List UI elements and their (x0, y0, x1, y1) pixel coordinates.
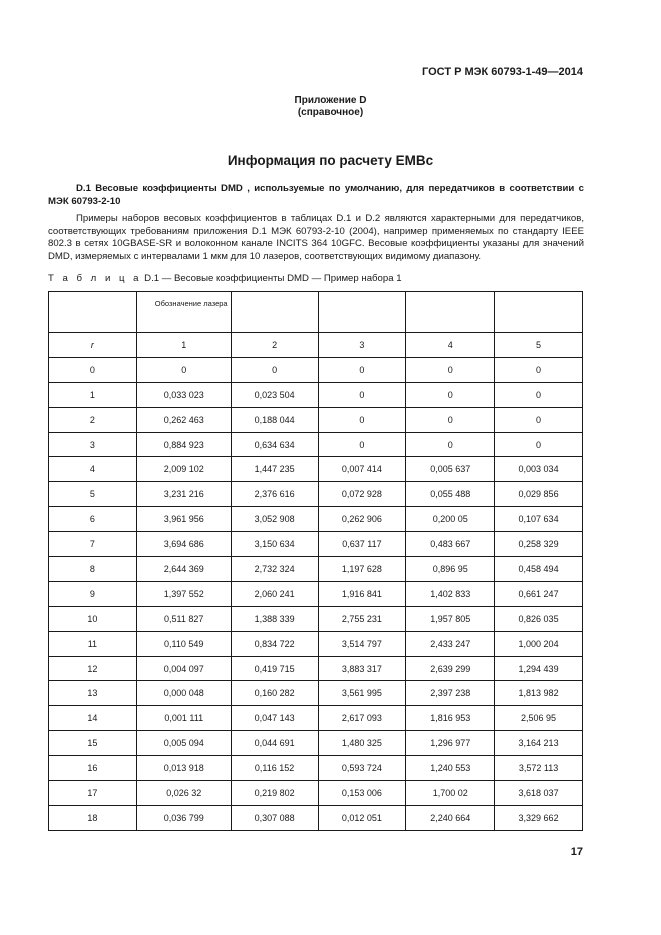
weight-value-cell: 0 (318, 432, 406, 457)
laser-number-cell: 1 (136, 333, 231, 358)
weight-value-cell: 0,001 111 (136, 706, 231, 731)
r-value-cell: 9 (49, 581, 137, 606)
page-number: 17 (570, 846, 583, 858)
weight-value-cell: 0,005 637 (406, 457, 495, 482)
weight-value-cell: 0 (318, 382, 406, 407)
weight-value-cell: 2,376 616 (231, 482, 318, 507)
laser-number-cell: 2 (231, 333, 318, 358)
laser-number-cell: 5 (495, 333, 583, 358)
r-value-cell: 2 (49, 407, 137, 432)
weight-value-cell: 3,883 317 (318, 656, 406, 681)
weight-value-cell: 0,884 923 (136, 432, 231, 457)
weight-value-cell: 0,026 32 (136, 781, 231, 806)
weight-value-cell: 0,458 494 (495, 557, 583, 582)
weight-value-cell: 0 (406, 382, 495, 407)
weight-value-cell: 0 (136, 357, 231, 382)
weight-value-cell: 0 (406, 407, 495, 432)
weight-value-cell: 0,007 414 (318, 457, 406, 482)
r-value-cell: 13 (49, 681, 137, 706)
weight-value-cell: 0,110 549 (136, 631, 231, 656)
r-label-cell: r (49, 333, 137, 358)
table-row (49, 432, 583, 457)
weight-value-cell: 0,013 918 (136, 756, 231, 781)
weight-value-cell: 0,003 034 (495, 457, 583, 482)
appendix-type: (справочное) (297, 107, 364, 118)
weight-value-cell: 0,262 463 (136, 407, 231, 432)
header-empty-cell (495, 292, 583, 333)
r-value-cell: 16 (49, 756, 137, 781)
laser-label-cell: Обозначение лазера (136, 292, 231, 333)
r-value-cell: 12 (49, 656, 137, 681)
table-row (49, 532, 583, 557)
weight-value-cell: 0,055 488 (406, 482, 495, 507)
weight-value-cell: 0,036 799 (136, 805, 231, 830)
weight-value-cell: 0,593 724 (318, 756, 406, 781)
weight-value-cell: 0 (231, 357, 318, 382)
weight-value-cell: 3,618 037 (495, 781, 583, 806)
weights-table (48, 291, 583, 831)
weight-value-cell: 0,896 95 (406, 557, 495, 582)
r-value-cell: 3 (49, 432, 137, 457)
table-row (49, 482, 583, 507)
table-row (49, 656, 583, 681)
weight-value-cell: 0,200 05 (406, 507, 495, 532)
weight-value-cell: 0,262 906 (318, 507, 406, 532)
table-row (49, 781, 583, 806)
r-value-cell: 17 (49, 781, 137, 806)
weight-value-cell: 0,483 667 (406, 532, 495, 557)
weight-value-cell: 1,000 204 (495, 631, 583, 656)
weight-value-cell: 3,694 686 (136, 532, 231, 557)
section-heading: D.1 Весовые коэффициенты DMD , используемые по умолчанию, для передатчиков в соответствии с МЭК 60793-2-10 (48, 183, 584, 207)
weight-value-cell: 3,572 113 (495, 756, 583, 781)
table-row (49, 357, 583, 382)
table-row (49, 606, 583, 631)
weight-value-cell: 0,000 048 (136, 681, 231, 706)
weight-value-cell: 0,307 088 (231, 805, 318, 830)
weight-value-cell: 1,813 982 (495, 681, 583, 706)
weight-value-cell: 0,107 634 (495, 507, 583, 532)
weight-value-cell: 0,116 152 (231, 756, 318, 781)
weight-value-cell: 2,240 664 (406, 805, 495, 830)
header-empty-cell (49, 292, 137, 333)
weight-value-cell: 0,219 802 (231, 781, 318, 806)
r-value-cell: 1 (49, 382, 137, 407)
table-caption-text: D.1 — Весовые коэффициенты DMD — Пример набора 1 (144, 273, 402, 284)
weight-value-cell: 0,834 722 (231, 631, 318, 656)
weight-value-cell: 3,329 662 (495, 805, 583, 830)
weight-value-cell: 0,044 691 (231, 731, 318, 756)
weight-value-cell: 0,258 329 (495, 532, 583, 557)
table-row (49, 731, 583, 756)
weight-value-cell: 0,511 827 (136, 606, 231, 631)
weight-value-cell: 1,916 841 (318, 581, 406, 606)
weight-value-cell: 0,160 282 (231, 681, 318, 706)
weight-value-cell: 0,188 044 (231, 407, 318, 432)
weight-value-cell: 0 (495, 407, 583, 432)
header-empty-cell (231, 292, 318, 333)
laser-number-row (49, 333, 583, 358)
weight-value-cell: 0 (406, 357, 495, 382)
table-caption (48, 273, 402, 284)
weight-value-cell: 2,506 95 (495, 706, 583, 731)
weight-value-cell: 0,012 051 (318, 805, 406, 830)
weight-value-cell: 1,240 553 (406, 756, 495, 781)
r-value-cell: 7 (49, 532, 137, 557)
body-paragraph: Примеры наборов весовых коэффициентов в таблицах D.1 и D.2 являются характерными для передатчиков, соответствующих требованиям приложения D.1 МЭК 60793-2-10 (2004), например применяемых по стандарту IEEE 802.3 в сетях 10GBASE-SR и волоконном канале INCITS 364 10GFC. Весовые коэффициенты указаны для значений DMD, измеряемых с интервалами 1 мкм для 10 лазеров, соответствующих видимому диапазону. (48, 213, 584, 262)
table-row (49, 681, 583, 706)
weight-value-cell: 0,004 097 (136, 656, 231, 681)
weight-value-cell: 2,732 324 (231, 557, 318, 582)
r-value-cell: 14 (49, 706, 137, 731)
r-value-cell: 6 (49, 507, 137, 532)
table-row (49, 407, 583, 432)
weight-value-cell: 3,164 213 (495, 731, 583, 756)
weight-value-cell: 1,397 552 (136, 581, 231, 606)
weight-value-cell: 1,402 833 (406, 581, 495, 606)
weight-value-cell: 1,816 953 (406, 706, 495, 731)
weight-value-cell: 1,480 325 (318, 731, 406, 756)
weight-value-cell: 1,294 439 (495, 656, 583, 681)
table-row (49, 507, 583, 532)
weight-value-cell: 2,755 231 (318, 606, 406, 631)
table-row (49, 756, 583, 781)
weight-value-cell: 2,639 299 (406, 656, 495, 681)
table-caption-prefix: Т а б л и ц а (48, 273, 142, 284)
table-row (49, 557, 583, 582)
r-value-cell: 18 (49, 805, 137, 830)
weight-value-cell: 0 (318, 407, 406, 432)
table-row (49, 631, 583, 656)
r-value-cell: 5 (49, 482, 137, 507)
r-value-cell: 11 (49, 631, 137, 656)
r-value-cell: 4 (49, 457, 137, 482)
r-value-cell: 10 (49, 606, 137, 631)
weight-value-cell: 3,561 995 (318, 681, 406, 706)
weight-value-cell: 3,961 956 (136, 507, 231, 532)
document-standard-header: ГОСТ Р МЭК 60793-1-49—2014 (422, 66, 583, 78)
header-empty-cell (406, 292, 495, 333)
weight-value-cell: 0,826 035 (495, 606, 583, 631)
weight-value-cell: 0,153 006 (318, 781, 406, 806)
table-header-row (49, 292, 583, 333)
table-row (49, 457, 583, 482)
weight-value-cell: 2,644 369 (136, 557, 231, 582)
weight-value-cell: 1,957 805 (406, 606, 495, 631)
weight-value-cell: 0 (495, 432, 583, 457)
weight-value-cell: 1,447 235 (231, 457, 318, 482)
table-row (49, 382, 583, 407)
r-value-cell: 8 (49, 557, 137, 582)
weight-value-cell: 0,029 856 (495, 482, 583, 507)
weight-value-cell: 0 (406, 432, 495, 457)
weight-value-cell: 0,033 023 (136, 382, 231, 407)
weight-value-cell: 0 (495, 382, 583, 407)
appendix-block (0, 95, 661, 119)
weight-value-cell: 3,150 634 (231, 532, 318, 557)
weight-value-cell: 1,296 977 (406, 731, 495, 756)
weight-value-cell: 0,072 928 (318, 482, 406, 507)
table-row (49, 805, 583, 830)
weight-value-cell: 2,433 247 (406, 631, 495, 656)
weight-value-cell: 0,005 094 (136, 731, 231, 756)
weight-value-cell: 0,023 504 (231, 382, 318, 407)
weight-value-cell: 3,231 216 (136, 482, 231, 507)
weight-value-cell: 1,700 02 (406, 781, 495, 806)
weight-value-cell: 0,661 247 (495, 581, 583, 606)
r-value-cell: 15 (49, 731, 137, 756)
weight-value-cell: 0,634 634 (231, 432, 318, 457)
weight-value-cell: 2,397 238 (406, 681, 495, 706)
header-empty-cell (318, 292, 406, 333)
laser-number-cell: 4 (406, 333, 495, 358)
appendix-label: Приложение D (294, 95, 367, 106)
table-row (49, 706, 583, 731)
r-value-cell: 0 (49, 357, 137, 382)
page-title: Информация по расчету EMBc (227, 153, 434, 168)
weight-value-cell: 1,388 339 (231, 606, 318, 631)
weight-value-cell: 0,047 143 (231, 706, 318, 731)
weight-value-cell: 1,197 628 (318, 557, 406, 582)
weight-value-cell: 2,009 102 (136, 457, 231, 482)
weight-value-cell: 0 (318, 357, 406, 382)
weight-value-cell: 2,617 093 (318, 706, 406, 731)
weight-value-cell: 0,637 117 (318, 532, 406, 557)
weight-value-cell: 3,052 908 (231, 507, 318, 532)
laser-number-cell: 3 (318, 333, 406, 358)
weight-value-cell: 0 (495, 357, 583, 382)
weight-value-cell: 3,514 797 (318, 631, 406, 656)
weight-value-cell: 2,060 241 (231, 581, 318, 606)
weight-value-cell: 0,419 715 (231, 656, 318, 681)
table-row (49, 581, 583, 606)
